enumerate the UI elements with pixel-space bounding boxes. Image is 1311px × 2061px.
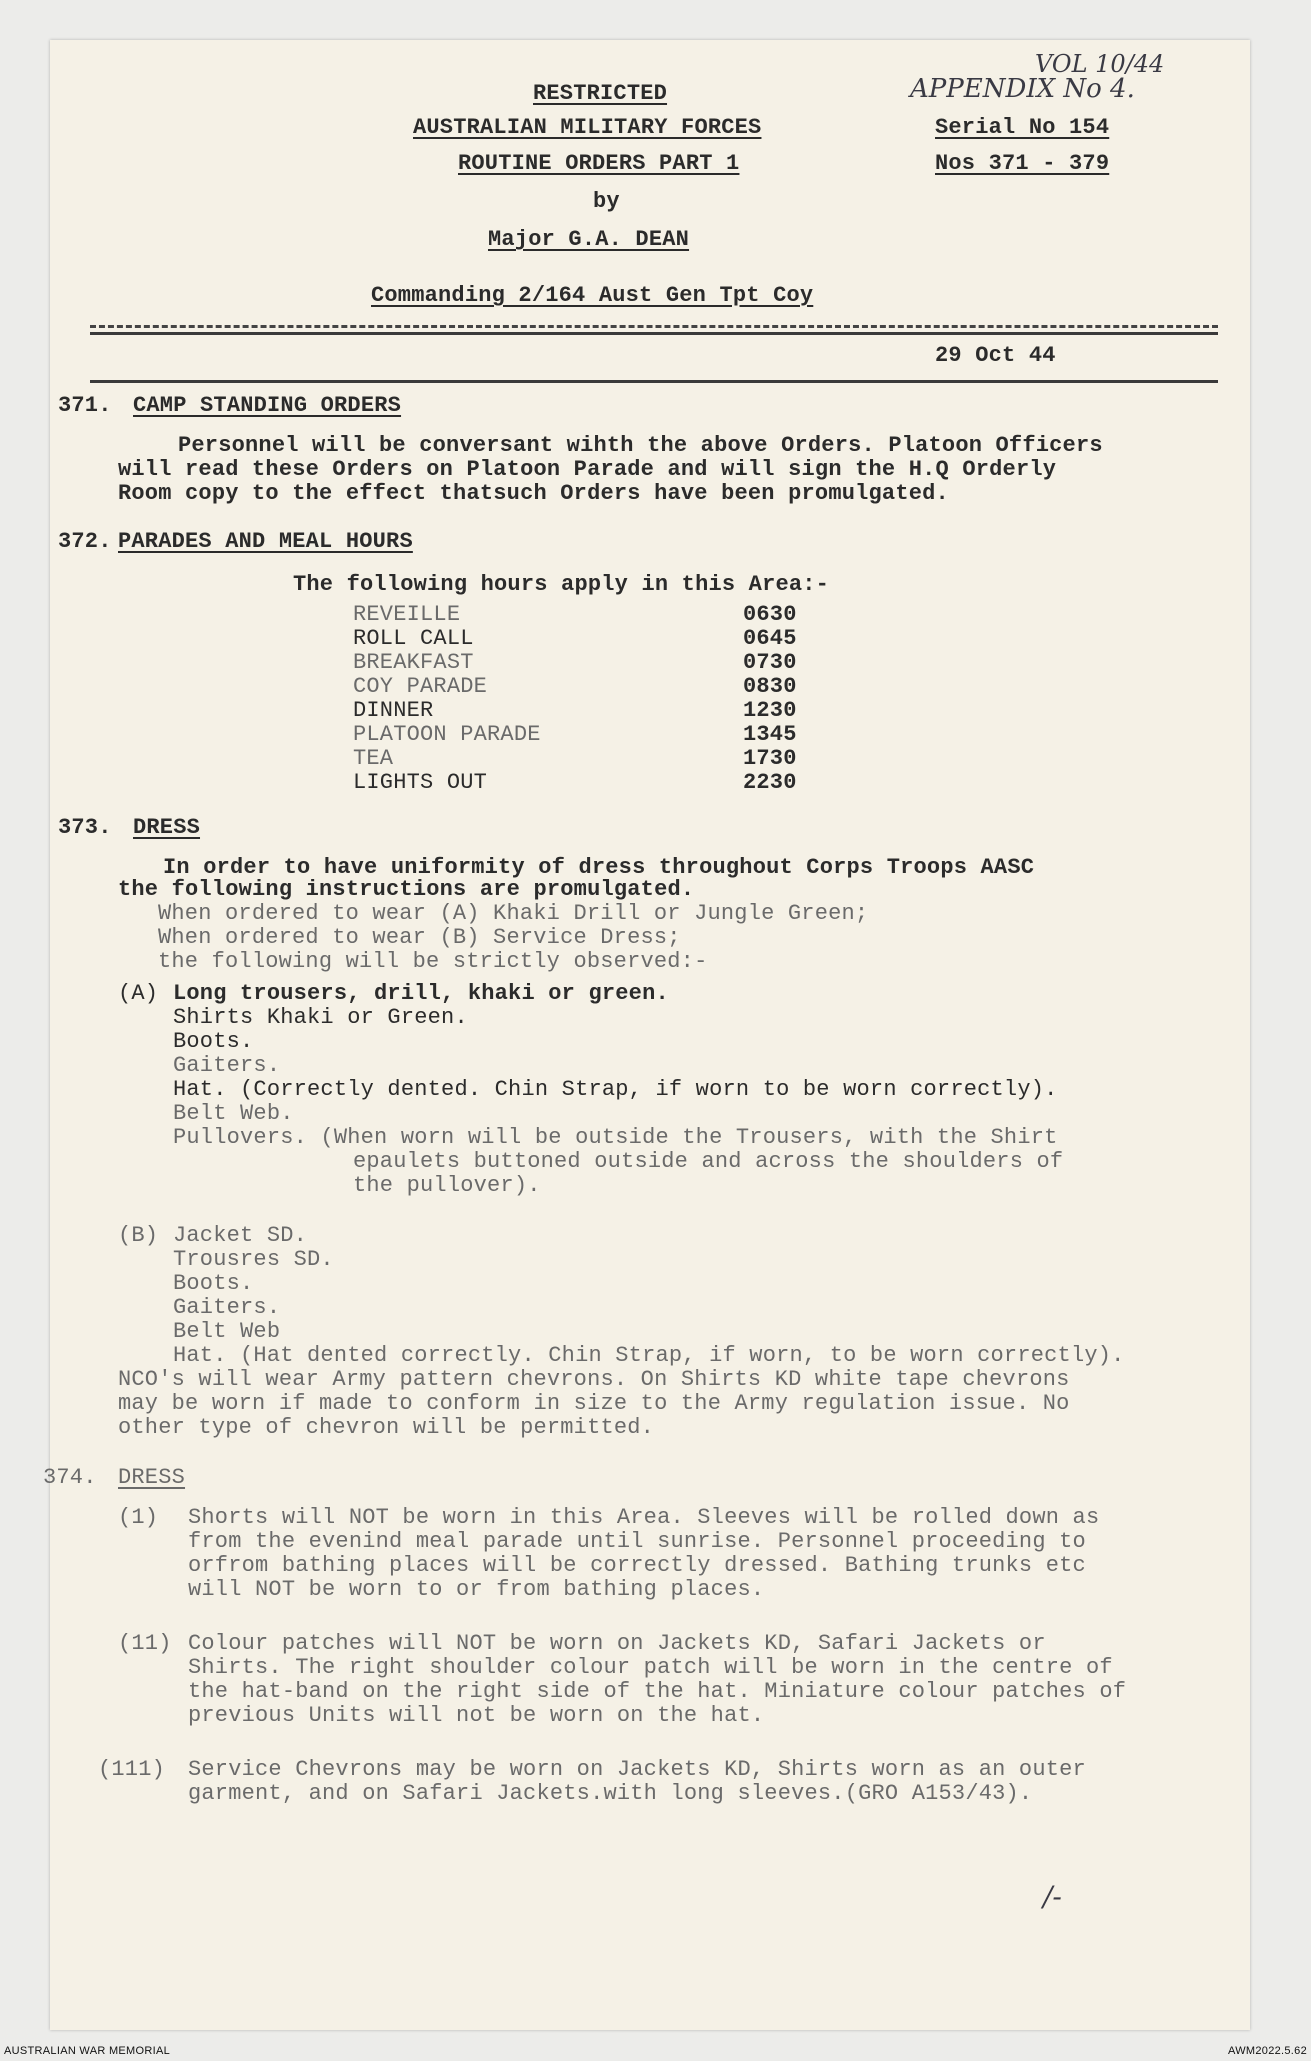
order-374-number: 374. [43,1465,97,1490]
order-371-number: 371. [58,393,112,418]
dress-a-item: Hat. (Correctly dented. Chin Strap, if worn to be worn correctly). [173,1077,1058,1102]
dress-b-item: Belt Web [173,1319,281,1344]
order-372-number: 372. [58,529,112,554]
handwritten-page-mark: /- [1043,1880,1062,1913]
nco-line: other type of chevron will be permitted. [118,1415,655,1440]
dress-b-item: Gaiters. [173,1295,281,1320]
serial-number: Serial No 154 [935,115,1110,140]
item-line: Service Chevrons may be worn on Jackets KD, Shirts worn as an outer [188,1757,1086,1782]
footer-accession-number: AWM2022.5.62 [1227,2045,1307,2057]
dress-a-item: Boots. [173,1029,254,1054]
dress-b-item: Boots. [173,1271,254,1296]
dress-b-item: Trousres SD. [173,1247,334,1272]
order-374-title: DRESS [118,1465,186,1490]
order-373-intro-line: When ordered to wear (B) Service Dress; [158,925,681,950]
order-373-intro-line: When ordered to wear (A) Khaki Drill or Jungle Green; [158,901,869,926]
nco-line: NCO's will wear Army pattern chevrons. On Shirts KD white tape chevrons [118,1367,1070,1392]
hours-time: 1230 [743,698,797,723]
dress-a-continuation: the pullover). [353,1173,541,1198]
order-date: 29 Oct 44 [935,343,1056,368]
order-373-title: DRESS [133,815,201,840]
item-line: Shirts. The right shoulder colour patch will be worn in the centre of [188,1655,1113,1680]
dress-a-label: (A) [118,981,159,1006]
item-line: the hat-band on the right side of the hat. Miniature colour patches of [188,1679,1127,1704]
dress-a-item: Belt Web. [173,1101,294,1126]
footer-archive-name: AUSTRALIAN WAR MEMORIAL [4,2045,171,2057]
dress-a-item: Long trousers, drill, khaki or green. [173,981,669,1006]
hours-time: 1345 [743,722,797,747]
item-line: previous Units will not be worn on the hat. [188,1703,765,1728]
dress-b-item: Hat. (Hat dented correctly. Chin Strap, if worn, to be worn correctly). [173,1343,1125,1368]
date-divider [90,380,1218,383]
hours-time: 1730 [743,746,797,771]
hours-time: 2230 [743,770,797,795]
item-line: from the evenind meal parade until sunrise. Personnel proceeding to [188,1529,1086,1554]
restricted-heading: RESTRICTED [533,81,668,106]
commanding-unit: Commanding 2/164 Aust Gen Tpt Coy [371,283,814,308]
item-line: Shorts will NOT be worn in this Area. Sleeves will be rolled down as [188,1505,1100,1530]
order-373-intro-line: In order to have uniformity of dress throughout Corps Troops AASC [163,855,1035,880]
hours-name: TEA [353,746,394,771]
by-text: by [593,189,620,214]
forces-heading: AUSTRALIAN MILITARY FORCES [413,115,762,140]
item-line: orfrom bathing places will be correctly dressed. Bathing trunks etc [188,1553,1086,1578]
dress-a-item: Pullovers. (When worn will be outside the Trousers, with the Shirt [173,1125,1058,1150]
order-numbers: Nos 371 - 379 [935,151,1110,176]
handwritten-appendix-note: APPENDIX No 4. [910,74,1135,104]
item-label: (1) [118,1505,159,1530]
dress-a-continuation: epaulets buttoned outside and across the shoulders of [353,1149,1064,1174]
hours-name: BREAKFAST [353,650,474,675]
order-372-title: PARADES AND MEAL HOURS [118,529,413,554]
order-371-title: CAMP STANDING ORDERS [133,393,402,418]
header-divider-solid [90,332,1218,335]
hours-time: 0630 [743,602,797,627]
hours-name: LIGHTS OUT [353,770,488,795]
document-page [43,40,1250,2030]
dress-b-item: Jacket SD. [173,1223,308,1248]
hours-name: ROLL CALL [353,626,474,651]
dress-b-label: (B) [118,1223,159,1248]
item-line: will NOT be worn to or from bathing places. [188,1577,765,1602]
nco-line: may be worn if made to conform in size to the Army regulation issue. No [118,1391,1070,1416]
handwritten-volume-note: VOL 10/44 [1035,50,1165,78]
hours-name: DINNER [353,698,434,723]
item-line: garment, and on Safari Jackets.with long sleeves.(GRO A153/43). [188,1781,1033,1806]
order-373-intro-line: the following will be strictly observed:- [158,949,708,974]
hours-time: 0730 [743,650,797,675]
item-label: (11) [118,1631,172,1656]
hours-name: PLATOON PARADE [353,722,541,747]
dress-a-item: Gaiters. [173,1053,281,1078]
dress-a-item: Shirts Khaki or Green. [173,1005,468,1030]
order-371-line: Room copy to the effect thatsuch Orders have been promulgated. [118,481,949,506]
order-373-number: 373. [58,815,112,840]
header-divider-dashed [90,325,1218,328]
item-label: (111) [98,1757,166,1782]
hours-time: 0830 [743,674,797,699]
hours-name: REVEILLE [353,602,461,627]
hours-intro: The following hours apply in this Area:- [293,572,830,597]
item-line: Colour patches will NOT be worn on Jackets KD, Safari Jackets or [188,1631,1046,1656]
order-371-line: will read these Orders on Platoon Parade and will sign the H.Q Orderly [118,457,1057,482]
order-373-intro-line: the following instructions are promulgated. [118,877,695,902]
order-371-line: Personnel will be conversant wihth the above Orders. Platoon Officers [178,433,1103,458]
hours-time: 0645 [743,626,797,651]
hours-name: COY PARADE [353,674,488,699]
officer-name: Major G.A. DEAN [488,227,690,252]
routine-orders-heading: ROUTINE ORDERS PART 1 [458,151,740,176]
